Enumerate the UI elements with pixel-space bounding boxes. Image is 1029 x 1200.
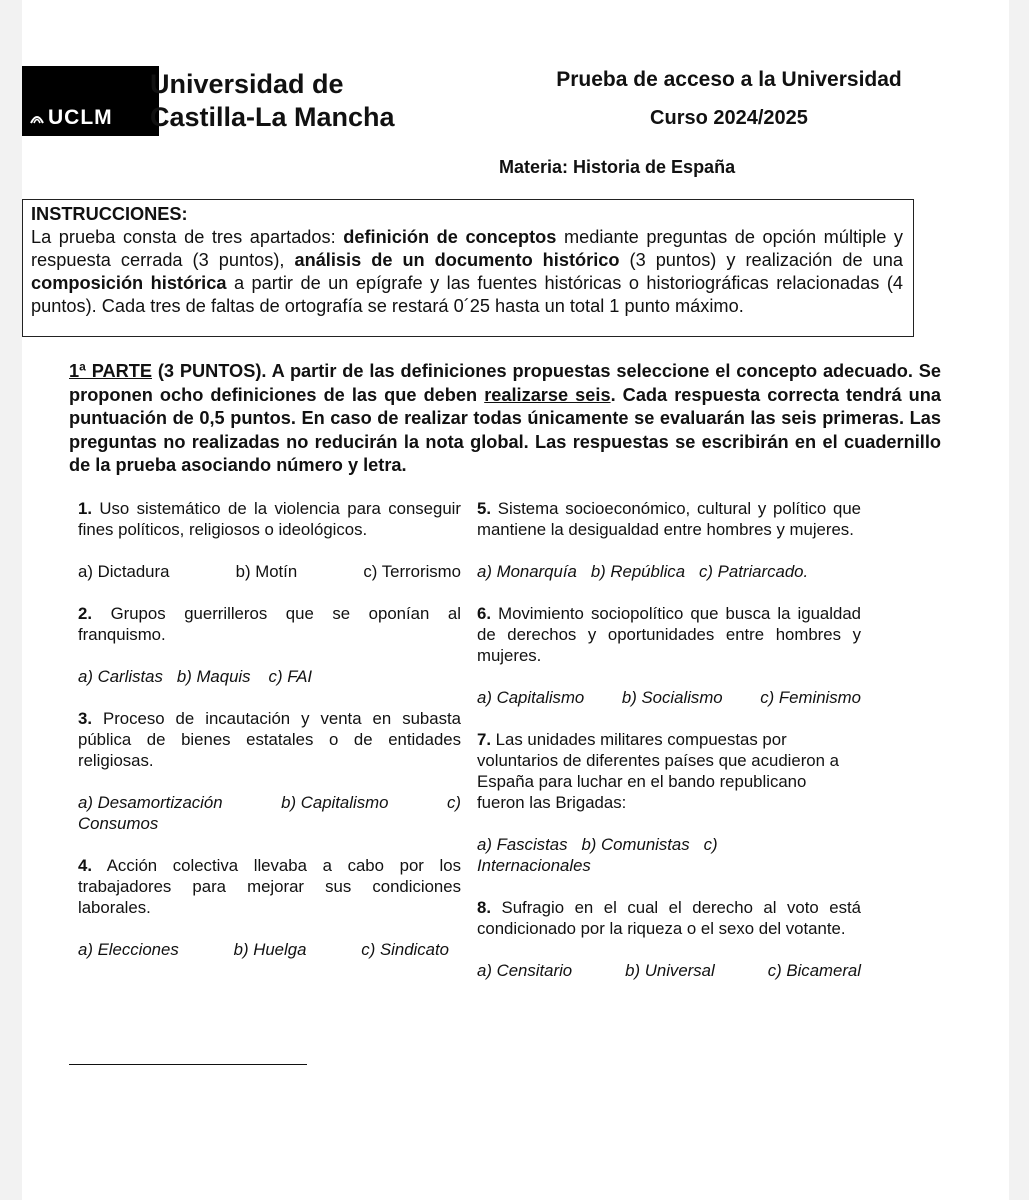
q2-option-b: b) Maquis	[176, 667, 251, 686]
question-5: 5. Sistema socioeconómico, cultural y político que mantiene la desigualdad entre hombres y mujeres. a) Monarquía b) República c) Patriarcado.	[477, 499, 861, 581]
question-1: 1. Uso sistemático de la violencia para conseguir fines políticos, religiosos o ideológicos. a) Dictadura b) Motín c) Terrorismo	[78, 499, 461, 581]
logo-text: UCLM	[48, 106, 113, 129]
q7-option-c-text: Internacionales	[477, 856, 591, 875]
q4-option-a: a) Elecciones	[78, 940, 179, 959]
footnote-divider	[69, 1064, 307, 1065]
page-frame-right	[1009, 0, 1029, 1200]
q6-option-c: c) Feminismo	[760, 688, 861, 707]
page-frame-left	[0, 0, 22, 1200]
part1-label: 1ª PARTE	[69, 361, 152, 381]
instructions-text: La prueba consta de tres apartados: definición de conceptos mediante preguntas de opción múltiple y respuesta cerrada (3 puntos), análisis de un documento histórico (3 puntos) y realización de una composición histórica a partir de un epígrafe y las fuentes históricas o historiográficas relacionadas (4 puntos). Cada tres de faltas de ortografía se restará 0´25 hasta un total 1 punto máximo.	[31, 227, 904, 316]
q7-option-c: c)	[703, 835, 718, 854]
q3-option-c: c)	[447, 793, 461, 812]
q6-option-a: a) Capitalismo	[477, 688, 585, 707]
university-name-line1: Universidad de	[150, 69, 344, 99]
q8-option-c: c) Bicameral	[767, 961, 861, 980]
instructions-box	[22, 199, 914, 337]
question-2: 2. Grupos guerrilleros que se oponían al franquismo. a) Carlistas b) Maquis c) FAI	[78, 604, 461, 686]
course-year: Curso 2024/2025	[650, 107, 808, 129]
q4-option-c: c) Sindicato	[361, 940, 449, 959]
q2-option-c: c) FAI	[268, 667, 313, 686]
q7-option-b: b) Comunistas	[581, 835, 690, 854]
q7-option-a: a) Fascistas	[477, 835, 568, 854]
q3-option-c-text: Consumos	[78, 814, 159, 833]
question-6: 6. Movimiento sociopolítico que busca la igualdad de derechos y oportunidades entre hombres y mujeres. a) Capitalismo b) Socialismo c) Feminismo	[477, 604, 861, 707]
q3-option-a: a) Desamortización	[78, 793, 223, 812]
q1-option-a: a) Dictadura	[78, 562, 170, 581]
instructions-title: INSTRUCCIONES:	[31, 204, 188, 224]
q1-option-b: b) Motín	[235, 562, 298, 581]
question-8: 8. Sufragio en el cual el derecho al voto está condicionado por la riqueza o el sexo del votante. a) Censitario b) Universal c) Bicameral	[477, 898, 861, 980]
q4-option-b: b) Huelga	[233, 940, 307, 959]
q5-option-c: c) Patriarcado.	[699, 562, 809, 581]
questions-right-column	[477, 498, 861, 981]
q3-option-b: b) Capitalismo	[281, 793, 389, 812]
q8-option-a: a) Censitario	[477, 961, 573, 980]
questions-left-column	[78, 498, 461, 960]
q8-option-b: b) Universal	[625, 961, 715, 980]
university-name-line2: Castilla-La Mancha	[150, 102, 395, 132]
question-7: 7. Las unidades militares compuestas por voluntarios de diferentes países que acudieron a España para luchar en el bando republicano fueron las Brigadas: a) Fascistas b) Comunistas c) Internacionales	[477, 729, 861, 876]
q6-option-b: b) Socialismo	[621, 688, 723, 707]
exam-title: Prueba de acceso a la Universidad	[556, 68, 902, 91]
question-4: 4. Acción colectiva llevaba a cabo por los trabajadores para mejorar sus condiciones laborales. a) Elecciones b) Huelga c) Sindicato	[78, 856, 461, 959]
question-3: 3. Proceso de incautación y venta en subasta pública de bienes estatales o de entidades religiosas. a) Desamortización b) Capitalismo c) Consumos	[78, 709, 461, 833]
uclm-emblem-icon	[30, 111, 44, 125]
q5-option-b: b) República	[590, 562, 686, 581]
uclm-logo	[22, 66, 159, 136]
part1-instructions: 1ª PARTE (3 PUNTOS). A partir de las definiciones propuestas seleccione el concepto adecuado. Se proponen ocho definiciones de las que deben realizarse seis. Cada respuesta correcta tendrá una puntuación de 0,5 puntos. En caso de realizar todas únicamente se evaluarán las seis primeras. Las preguntas no realizadas no reducirán la nota global. Las respuestas se escribirán en el cuadernillo de la prueba asociando número y letra.	[69, 361, 941, 476]
q2-option-a: a) Carlistas	[78, 667, 163, 686]
q5-option-a: a) Monarquía	[477, 562, 577, 581]
university-name	[150, 68, 395, 134]
subject: Materia: Historia de España	[499, 157, 736, 177]
q1-option-c: c) Terrorismo	[363, 562, 461, 581]
